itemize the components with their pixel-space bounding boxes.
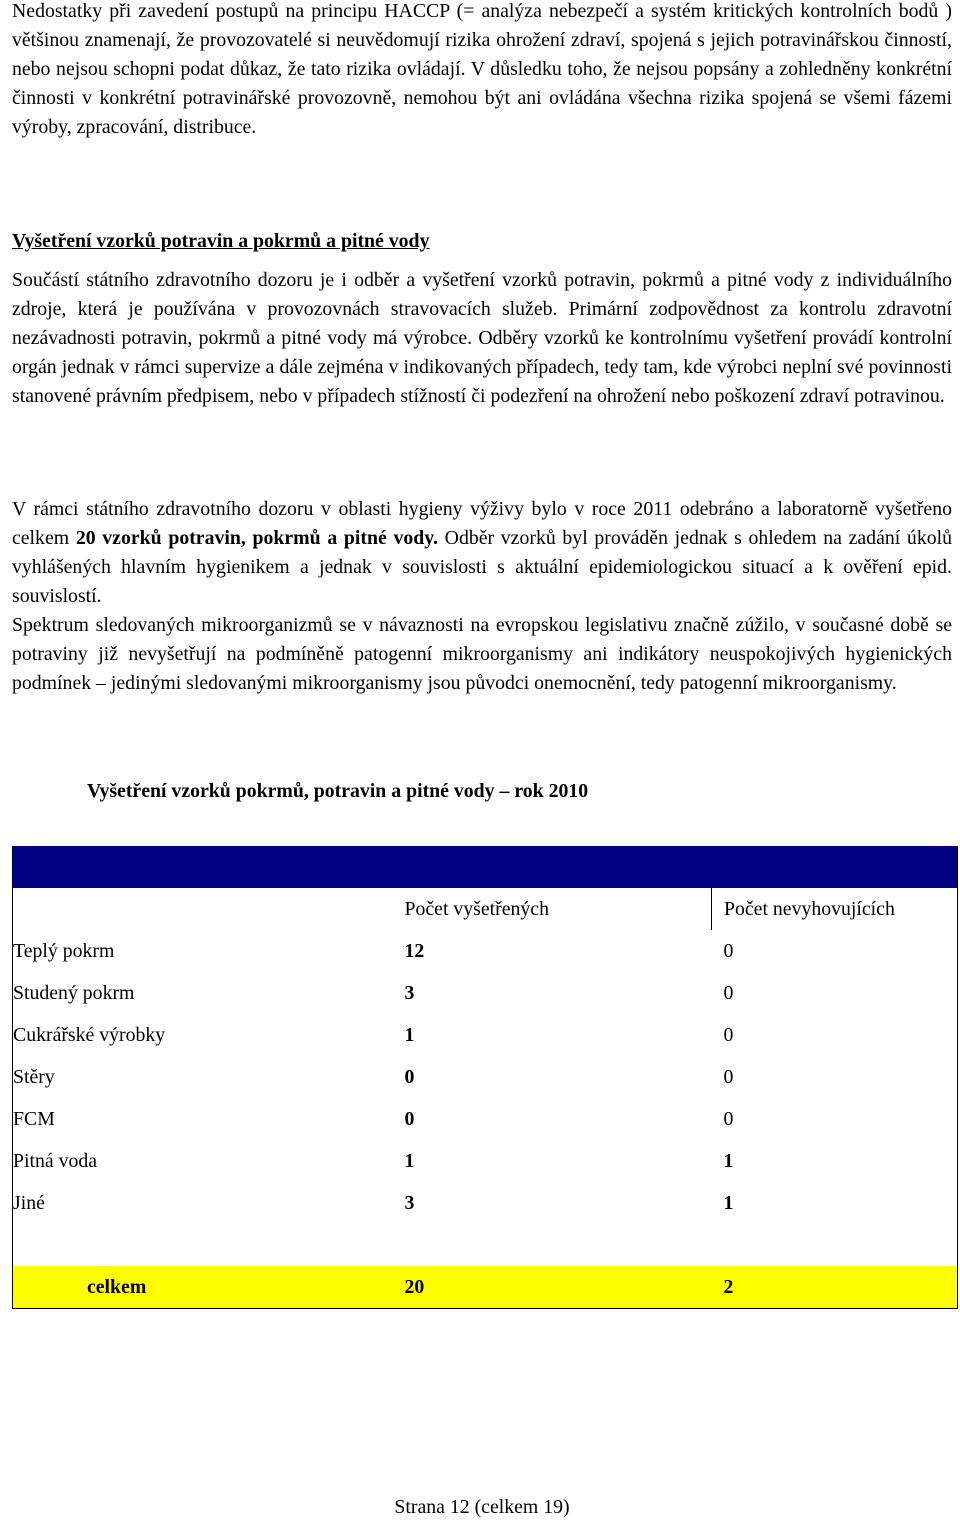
paragraph-spectrum: Spektrum sledovaných mikroorganizmů se v návaznosti na evropskou legislativu značně zúžilo, v současné době se potraviny již nevyšetřují na podmíněně patogenní mikroorganismy ani indikátory neuspokojivých hygienických podmínek – jedinými sledovanými mikroorganismy jsou původci onemocnění, tedy patogenní mikroorganismy. bbox=[12, 614, 952, 694]
header-band-cell bbox=[712, 846, 958, 888]
column-header-blank bbox=[13, 888, 394, 930]
row-noncompliant: 0 bbox=[712, 972, 958, 1014]
row-noncompliant: 0 bbox=[712, 1014, 958, 1056]
header-band-cell bbox=[394, 846, 712, 888]
sampling-count-bold: 20 vzorků potravin, pokrmů a pitné vody. bbox=[75, 527, 438, 549]
row-examined: 1 bbox=[404, 1024, 415, 1046]
section-heading: Vyšetření vzorků potravin a pokrmů a pitné vody bbox=[12, 230, 430, 252]
row-label: Teplý pokrm bbox=[13, 930, 394, 972]
row-noncompliant: 1 bbox=[712, 1182, 958, 1224]
table-row bbox=[13, 1056, 958, 1098]
table-total-row bbox=[13, 1266, 958, 1309]
row-examined: 1 bbox=[404, 1150, 415, 1172]
total-noncompliant: 2 bbox=[712, 1266, 958, 1309]
table-title: Vyšetření vzorků pokrmů, potravin a pitné vody – rok 2010 bbox=[87, 780, 589, 802]
sampling-text-2: Odběr vzorků byl prováděn jednak s ohledem na zadání úkolů vyhlášených hlavním hygienikem a jednak v souvislosti s aktuální epidemiologickou situací a k ověření epid. souvislostí. bbox=[12, 527, 952, 607]
row-label: Stěry bbox=[13, 1056, 394, 1098]
page-footer: Strana 12 (celkem 19) bbox=[394, 1496, 570, 1518]
column-header-examined: Počet vyšetřených bbox=[394, 888, 712, 930]
row-label: FCM bbox=[13, 1098, 394, 1140]
row-noncompliant: 0 bbox=[712, 930, 958, 972]
table-row bbox=[13, 930, 958, 972]
row-examined: 3 bbox=[404, 982, 415, 1004]
table-row bbox=[13, 1182, 958, 1224]
section-body bbox=[12, 266, 952, 411]
samples-table bbox=[12, 846, 958, 1309]
column-header-noncompliant: Počet nevyhovujících bbox=[712, 888, 958, 930]
table-spacer-row bbox=[13, 1224, 958, 1266]
paragraph-sampling bbox=[12, 495, 952, 611]
table-header-band bbox=[13, 846, 958, 888]
table-column-headers bbox=[13, 888, 958, 930]
total-examined: 20 bbox=[394, 1266, 712, 1309]
row-noncompliant: 1 bbox=[712, 1140, 958, 1182]
row-noncompliant: 0 bbox=[712, 1098, 958, 1140]
row-examined: 0 bbox=[404, 1108, 415, 1130]
table-row bbox=[13, 1098, 958, 1140]
row-examined: 0 bbox=[404, 1066, 415, 1088]
table-row bbox=[13, 1014, 958, 1056]
row-label: Pitná voda bbox=[13, 1140, 394, 1182]
paragraph-supervision: Součástí státního zdravotního dozoru je i odběr a vyšetření vzorků potravin, pokrmů a pitné vody z individuálního zdroje, která je používána v provozovnách stravovacích služeb. Primární zodpovědnost za kontrolu zdravotní nezávadnosti potravin, pokrmů a pitné vody má výrobce. Odběry vzorků ke kontrolnímu vyšetření provádí kontrolní orgán jednak v rámci supervize a dále zejména v indikovaných případech, tedy tam, kde výrobci neplní své povinnosti stanovené právním předpisem, nebo v případech stížností či podezření na ohrožení nebo poškození zdraví potravinou. bbox=[12, 269, 952, 407]
section-body-2 bbox=[12, 495, 952, 698]
row-label: Jiné bbox=[13, 1182, 394, 1224]
table-row bbox=[13, 1140, 958, 1182]
header-band-cell bbox=[13, 846, 394, 888]
row-examined: 12 bbox=[404, 940, 425, 962]
row-noncompliant: 0 bbox=[712, 1056, 958, 1098]
table-row bbox=[13, 972, 958, 1014]
row-label: Studený pokrm bbox=[13, 972, 394, 1014]
intro-paragraph: Nedostatky při zavedení postupů na principu HACCP (= analýza nebezpečí a systém kritických kontrolních bodů ) většinou znamenají, že provozovatelé si neuvědomují rizika ohrožení zdraví, spojená s jejich potravinářskou činností, nebo nejsou schopni podat důkaz, že tato rizika ovládají. V důsledku toho, že nejsou popsány a zohledněny konkrétní činnosti v konkrétní potravinářské provozovně, nemohou být ani ovládána všechna rizika spojená se všemi fázemi výroby, zpracování, distribuce. bbox=[12, 0, 952, 138]
total-label: celkem bbox=[13, 1266, 394, 1309]
row-examined: 3 bbox=[404, 1192, 415, 1214]
sampling-text-1: V rámci státního zdravotního dozoru v oblasti hygieny výživy bylo v roce 2011 odebráno a laboratorně vyšetřeno celkem bbox=[12, 498, 952, 549]
row-label: Cukrářské výrobky bbox=[13, 1014, 394, 1056]
